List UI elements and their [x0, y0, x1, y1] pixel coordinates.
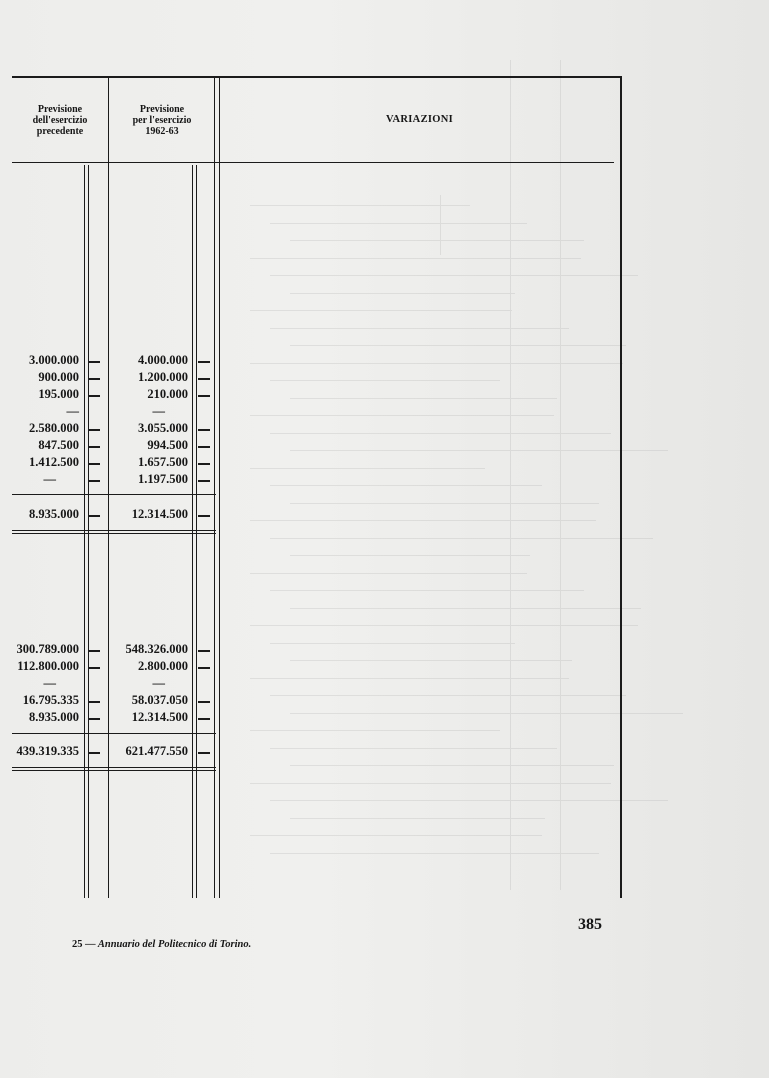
sign-column-rule [84, 165, 85, 898]
subtotal-rule [12, 733, 216, 734]
bleed-line [290, 765, 614, 766]
curr-value: 12.314.500 [131, 710, 188, 724]
curr-value: 4.000.000 [138, 353, 188, 367]
bleed-line [290, 240, 584, 241]
total-double-rule [12, 533, 216, 534]
bleed-line [250, 783, 611, 784]
sign-dash [88, 378, 100, 380]
prev-value: 2.580.000 [29, 421, 79, 435]
prev-value: 847.500 [38, 438, 79, 452]
column-rule [108, 78, 109, 898]
sign-dash [198, 515, 210, 517]
bleed-line [270, 853, 599, 854]
prev-value: 8.935.000 [29, 710, 79, 724]
footer-number: 25 [72, 939, 83, 950]
sign-dash [88, 701, 100, 703]
bleed-line [510, 60, 511, 890]
prev-value: 300.789.000 [16, 642, 79, 656]
sign-dash [88, 667, 100, 669]
bleed-line [290, 345, 626, 346]
prev-total: 439.319.335 [16, 744, 79, 758]
prev-value: — [66, 404, 79, 418]
sign-dash [198, 752, 210, 754]
bleed-line [270, 800, 668, 801]
sign-dash [88, 361, 100, 363]
sign-dash [198, 667, 210, 669]
bleed-line [270, 590, 584, 591]
bleed-line [270, 433, 611, 434]
bleed-line [270, 275, 638, 276]
bleed-line [250, 573, 527, 574]
sign-dash [88, 446, 100, 448]
table-right-rule [620, 76, 622, 898]
bleed-line [270, 328, 569, 329]
header-previous-year [14, 104, 106, 137]
bleed-line [270, 695, 626, 696]
curr-value: 58.037.050 [131, 693, 188, 707]
bleed-line [250, 730, 500, 731]
sign-dash [198, 361, 210, 363]
bleed-line [250, 468, 485, 469]
footer-text: — Annuario del Politecnico di Torino. [85, 939, 252, 950]
bleed-line [250, 415, 554, 416]
curr-value: 994.500 [147, 438, 188, 452]
subtotal-rule [12, 494, 216, 495]
bleed-line [290, 503, 599, 504]
bleed-line [270, 223, 527, 224]
curr-value: — [152, 676, 165, 690]
sign-column-rule [192, 165, 193, 898]
total-double-rule [12, 767, 216, 768]
bleed-line [250, 310, 512, 311]
sign-dash [88, 650, 100, 652]
prev-total: 8.935.000 [29, 507, 79, 521]
column-rule [219, 78, 220, 898]
bleed-line [560, 60, 561, 890]
curr-value: 1.197.500 [138, 472, 188, 486]
bleed-line [290, 293, 515, 294]
header-bottom-rule [12, 162, 614, 163]
sign-dash [198, 429, 210, 431]
header-line: Previsione [139, 104, 185, 115]
bleed-line [270, 748, 557, 749]
prev-value: 900.000 [38, 370, 79, 384]
footer-note [72, 939, 251, 950]
prev-value: 195.000 [38, 387, 79, 401]
sign-dash [88, 395, 100, 397]
bleed-line [440, 195, 441, 255]
curr-value: 2.800.000 [138, 659, 188, 673]
bleed-line [270, 485, 542, 486]
bleed-line [250, 258, 581, 259]
column-rule [214, 78, 215, 898]
prev-value: — [43, 472, 56, 486]
header-line: 1962-63 [145, 126, 179, 137]
bleed-line [250, 625, 638, 626]
prev-value: 112.800.000 [17, 659, 79, 673]
bleed-line [250, 678, 569, 679]
sign-dash [88, 463, 100, 465]
curr-value: 1.657.500 [138, 455, 188, 469]
curr-total: 621.477.550 [125, 744, 188, 758]
curr-value: 210.000 [147, 387, 188, 401]
bleed-line [290, 398, 557, 399]
sign-dash [198, 378, 210, 380]
bleed-line [290, 660, 572, 661]
sign-dash [88, 515, 100, 517]
header-line: per l'esercizio [132, 115, 192, 126]
bleed-line [290, 450, 668, 451]
sign-dash [88, 480, 100, 482]
page-number: 385 [578, 916, 602, 933]
sign-dash [198, 395, 210, 397]
total-double-rule [12, 770, 216, 771]
sign-dash [198, 701, 210, 703]
bleed-line [290, 608, 641, 609]
sign-dash [88, 429, 100, 431]
sign-column-rule [88, 165, 89, 898]
prev-value: 16.795.335 [22, 693, 79, 707]
prev-value: — [43, 676, 56, 690]
prev-value: 3.000.000 [29, 353, 79, 367]
bleed-line [270, 380, 500, 381]
sign-dash [88, 752, 100, 754]
sign-dash [198, 446, 210, 448]
curr-value: 1.200.000 [138, 370, 188, 384]
header-current-year [112, 104, 212, 137]
bleed-line [270, 643, 515, 644]
bleed-line [250, 363, 623, 364]
bleed-line [250, 835, 542, 836]
total-double-rule [12, 530, 216, 531]
bleed-line [290, 713, 683, 714]
sign-dash [198, 718, 210, 720]
sign-dash [198, 650, 210, 652]
header-variations: VARIAZIONI [386, 114, 453, 125]
sign-dash [198, 480, 210, 482]
curr-value: — [152, 404, 165, 418]
bleed-line [290, 818, 545, 819]
sign-column-rule [196, 165, 197, 898]
curr-value: 548.326.000 [125, 642, 188, 656]
bleed-line [270, 538, 653, 539]
bleed-line [250, 205, 470, 206]
header-line: dell'esercizio [32, 115, 88, 126]
curr-value: 3.055.000 [138, 421, 188, 435]
bleed-line [290, 555, 530, 556]
curr-total: 12.314.500 [131, 507, 188, 521]
prev-value: 1.412.500 [29, 455, 79, 469]
sign-dash [198, 463, 210, 465]
table-top-rule [12, 76, 622, 78]
sign-dash [88, 718, 100, 720]
header-line: precedente [36, 126, 84, 137]
header-line: Previsione [37, 104, 83, 115]
bleed-line [250, 520, 596, 521]
